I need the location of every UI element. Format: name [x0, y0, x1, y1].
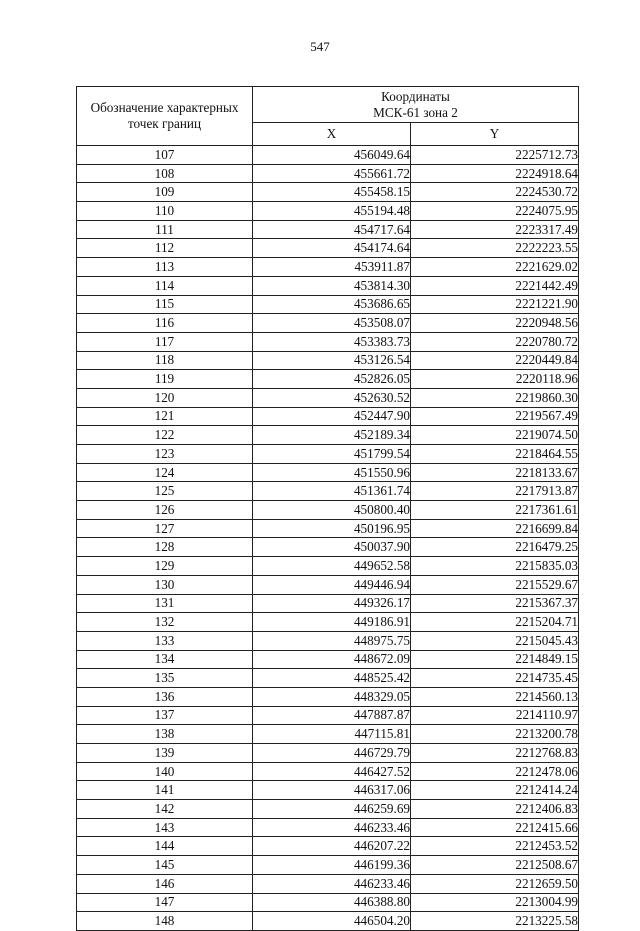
- point-number-cell: 119: [77, 370, 253, 389]
- point-number-cell: 131: [77, 594, 253, 613]
- x-coordinate-cell: 448672.09: [253, 650, 411, 669]
- y-coordinate-cell: 2212768.83: [411, 744, 579, 763]
- table-row: [77, 650, 579, 669]
- x-coordinate-cell: 455458.15: [253, 183, 411, 202]
- x-coordinate-cell: 446317.06: [253, 781, 411, 800]
- x-coordinate-cell: 448975.75: [253, 631, 411, 650]
- y-coordinate-cell: 2219074.50: [411, 426, 579, 445]
- coordinates-table-body: [77, 146, 579, 931]
- table-row: [77, 706, 579, 725]
- x-coordinate-cell: 450196.95: [253, 519, 411, 538]
- coordinates-header-line1: Координаты: [381, 88, 450, 104]
- table-row: [77, 426, 579, 445]
- point-number-cell: 135: [77, 669, 253, 688]
- x-coordinate-cell: 453814.30: [253, 276, 411, 295]
- y-coordinate-cell: 2221629.02: [411, 258, 579, 277]
- y-coordinate-cell: 2219567.49: [411, 407, 579, 426]
- table-row: [77, 370, 579, 389]
- point-number-cell: 134: [77, 650, 253, 669]
- x-coordinate-cell: 449186.91: [253, 613, 411, 632]
- x-coordinate-cell: 446259.69: [253, 800, 411, 819]
- table-row: [77, 501, 579, 520]
- y-coordinate-cell: 2219860.30: [411, 388, 579, 407]
- point-number-cell: 127: [77, 519, 253, 538]
- x-coordinate-cell: 446729.79: [253, 744, 411, 763]
- x-coordinate-cell: 446207.22: [253, 837, 411, 856]
- x-coordinate-cell: 448329.05: [253, 687, 411, 706]
- table-row: [77, 239, 579, 258]
- point-number-cell: 147: [77, 893, 253, 912]
- x-coordinate-cell: 446427.52: [253, 762, 411, 781]
- x-coordinate-cell: 446199.36: [253, 856, 411, 875]
- x-coordinate-cell: 447887.87: [253, 706, 411, 725]
- y-coordinate-cell: 2218133.67: [411, 463, 579, 482]
- y-coordinate-cell: 2223317.49: [411, 220, 579, 239]
- table-row: [77, 332, 579, 351]
- y-coordinate-cell: 2221221.90: [411, 295, 579, 314]
- table-row: [77, 575, 579, 594]
- table-row: [77, 744, 579, 763]
- y-coordinate-cell: 2220780.72: [411, 332, 579, 351]
- table-row: [77, 146, 579, 165]
- table-row: [77, 258, 579, 277]
- point-number-cell: 146: [77, 874, 253, 893]
- point-designation-header-line2: точек границ: [127, 116, 202, 131]
- table-row: [77, 762, 579, 781]
- x-coordinate-cell: 450800.40: [253, 501, 411, 520]
- y-coordinate-cell: 2213200.78: [411, 725, 579, 744]
- coordinates-table: [76, 86, 579, 931]
- table-row: [77, 818, 579, 837]
- x-coordinate-cell: 454717.64: [253, 220, 411, 239]
- x-coordinate-cell: 446388.80: [253, 893, 411, 912]
- point-number-cell: 137: [77, 706, 253, 725]
- coordinates-header: [253, 87, 579, 123]
- y-coordinate-cell: 2214849.15: [411, 650, 579, 669]
- x-coordinate-cell: 451550.96: [253, 463, 411, 482]
- x-coordinate-cell: 455194.48: [253, 202, 411, 221]
- y-coordinate-cell: 2217361.61: [411, 501, 579, 520]
- y-coordinate-cell: 2217913.87: [411, 482, 579, 501]
- y-coordinate-cell: 2212414.24: [411, 781, 579, 800]
- x-coordinate-cell: 450037.90: [253, 538, 411, 557]
- x-coordinate-cell: 449326.17: [253, 594, 411, 613]
- table-row: [77, 407, 579, 426]
- table-row: [77, 912, 579, 931]
- point-number-cell: 108: [77, 164, 253, 183]
- table-row: [77, 388, 579, 407]
- x-coordinate-cell: 446233.46: [253, 818, 411, 837]
- point-number-cell: 109: [77, 183, 253, 202]
- y-coordinate-cell: 2222223.55: [411, 239, 579, 258]
- point-number-cell: 114: [77, 276, 253, 295]
- table-row: [77, 725, 579, 744]
- point-number-cell: 132: [77, 613, 253, 632]
- x-coordinate-cell: 451799.54: [253, 445, 411, 464]
- x-coordinate-cell: 453508.07: [253, 314, 411, 333]
- table-row: [77, 295, 579, 314]
- point-number-cell: 107: [77, 146, 253, 165]
- point-number-cell: 141: [77, 781, 253, 800]
- point-number-cell: 128: [77, 538, 253, 557]
- table-row: [77, 482, 579, 501]
- point-number-cell: 111: [77, 220, 253, 239]
- point-number-cell: 121: [77, 407, 253, 426]
- table-row: [77, 631, 579, 650]
- table-row: [77, 164, 579, 183]
- y-coordinate-cell: 2213004.99: [411, 893, 579, 912]
- y-coordinate-cell: 2215367.37: [411, 594, 579, 613]
- point-number-cell: 118: [77, 351, 253, 370]
- table-row: [77, 874, 579, 893]
- table-row: [77, 519, 579, 538]
- point-number-cell: 126: [77, 501, 253, 520]
- point-number-cell: 142: [77, 800, 253, 819]
- y-coordinate-cell: 2212478.06: [411, 762, 579, 781]
- x-coordinate-cell: 449446.94: [253, 575, 411, 594]
- table-row: [77, 893, 579, 912]
- y-coordinate-cell: 2224918.64: [411, 164, 579, 183]
- point-number-cell: 110: [77, 202, 253, 221]
- point-number-cell: 115: [77, 295, 253, 314]
- y-coordinate-cell: 2224530.72: [411, 183, 579, 202]
- x-coordinate-cell: 456049.64: [253, 146, 411, 165]
- point-number-cell: 140: [77, 762, 253, 781]
- x-coordinate-cell: 447115.81: [253, 725, 411, 744]
- table-row: [77, 314, 579, 333]
- x-coordinate-cell: 446233.46: [253, 874, 411, 893]
- x-coordinate-cell: 448525.42: [253, 669, 411, 688]
- table-row: [77, 202, 579, 221]
- table-row: [77, 220, 579, 239]
- table-row: [77, 837, 579, 856]
- x-coordinate-cell: 449652.58: [253, 557, 411, 576]
- point-number-cell: 136: [77, 687, 253, 706]
- point-designation-header-line1: Обозначение характерных: [90, 100, 239, 115]
- x-coordinate-cell: 453686.65: [253, 295, 411, 314]
- y-coordinate-cell: 2220449.84: [411, 351, 579, 370]
- y-coordinate-cell: 2220118.96: [411, 370, 579, 389]
- x-coordinate-cell: 454174.64: [253, 239, 411, 258]
- table-row: [77, 445, 579, 464]
- y-coordinate-cell: 2212453.52: [411, 837, 579, 856]
- table-row: [77, 183, 579, 202]
- coordinates-header-line2: МСК-61 зона 2: [373, 104, 458, 120]
- point-number-cell: 144: [77, 837, 253, 856]
- y-coordinate-cell: 2212508.67: [411, 856, 579, 875]
- table-row: [77, 687, 579, 706]
- y-coordinate-cell: 2212415.66: [411, 818, 579, 837]
- x-coordinate-cell: 452447.90: [253, 407, 411, 426]
- y-coordinate-cell: 2215204.71: [411, 613, 579, 632]
- x-coordinate-cell: 452826.05: [253, 370, 411, 389]
- point-number-cell: 130: [77, 575, 253, 594]
- table-row: [77, 856, 579, 875]
- table-row: [77, 538, 579, 557]
- point-number-cell: 124: [77, 463, 253, 482]
- y-coordinate-cell: 2216699.84: [411, 519, 579, 538]
- point-number-cell: 125: [77, 482, 253, 501]
- y-coordinate-cell: 2220948.56: [411, 314, 579, 333]
- table-row: [77, 800, 579, 819]
- x-coordinate-cell: 453126.54: [253, 351, 411, 370]
- x-coordinate-cell: 446504.20: [253, 912, 411, 931]
- y-coordinate-cell: 2215529.67: [411, 575, 579, 594]
- y-coordinate-cell: 2221442.49: [411, 276, 579, 295]
- point-number-cell: 129: [77, 557, 253, 576]
- y-coordinate-cell: 2215045.43: [411, 631, 579, 650]
- x-coordinate-cell: 451361.74: [253, 482, 411, 501]
- point-number-cell: 139: [77, 744, 253, 763]
- point-number-cell: 138: [77, 725, 253, 744]
- table-row: [77, 276, 579, 295]
- y-coordinate-cell: 2218464.55: [411, 445, 579, 464]
- y-coordinate-cell: 2216479.25: [411, 538, 579, 557]
- point-number-cell: 122: [77, 426, 253, 445]
- y-coordinate-cell: 2212406.83: [411, 800, 579, 819]
- y-coordinate-cell: 2215835.03: [411, 557, 579, 576]
- x-coordinate-cell: 453383.73: [253, 332, 411, 351]
- table-row: [77, 613, 579, 632]
- y-coordinate-cell: 2214560.13: [411, 687, 579, 706]
- page-number: 547: [310, 39, 330, 54]
- x-coordinate-cell: 452630.52: [253, 388, 411, 407]
- table-row: [77, 351, 579, 370]
- point-number-cell: 143: [77, 818, 253, 837]
- point-number-cell: 112: [77, 239, 253, 258]
- y-coordinate-cell: 2224075.95: [411, 202, 579, 221]
- x-coordinate-cell: 455661.72: [253, 164, 411, 183]
- y-coordinate-cell: 2213225.58: [411, 912, 579, 931]
- table-row: [77, 463, 579, 482]
- x-column-header: X: [253, 123, 411, 146]
- point-number-cell: 123: [77, 445, 253, 464]
- point-number-cell: 133: [77, 631, 253, 650]
- point-number-cell: 145: [77, 856, 253, 875]
- y-column-header: Y: [411, 123, 579, 146]
- point-number-cell: 113: [77, 258, 253, 277]
- x-coordinate-cell: 452189.34: [253, 426, 411, 445]
- table-row: [77, 557, 579, 576]
- table-row: [77, 594, 579, 613]
- table-row: [77, 781, 579, 800]
- table-row: [77, 669, 579, 688]
- point-number-cell: 117: [77, 332, 253, 351]
- point-number-cell: 116: [77, 314, 253, 333]
- y-coordinate-cell: 2212659.50: [411, 874, 579, 893]
- point-number-cell: 120: [77, 388, 253, 407]
- y-coordinate-cell: 2225712.73: [411, 146, 579, 165]
- point-number-cell: 148: [77, 912, 253, 931]
- x-coordinate-cell: 453911.87: [253, 258, 411, 277]
- point-designation-header: [77, 87, 253, 146]
- y-coordinate-cell: 2214735.45: [411, 669, 579, 688]
- y-coordinate-cell: 2214110.97: [411, 706, 579, 725]
